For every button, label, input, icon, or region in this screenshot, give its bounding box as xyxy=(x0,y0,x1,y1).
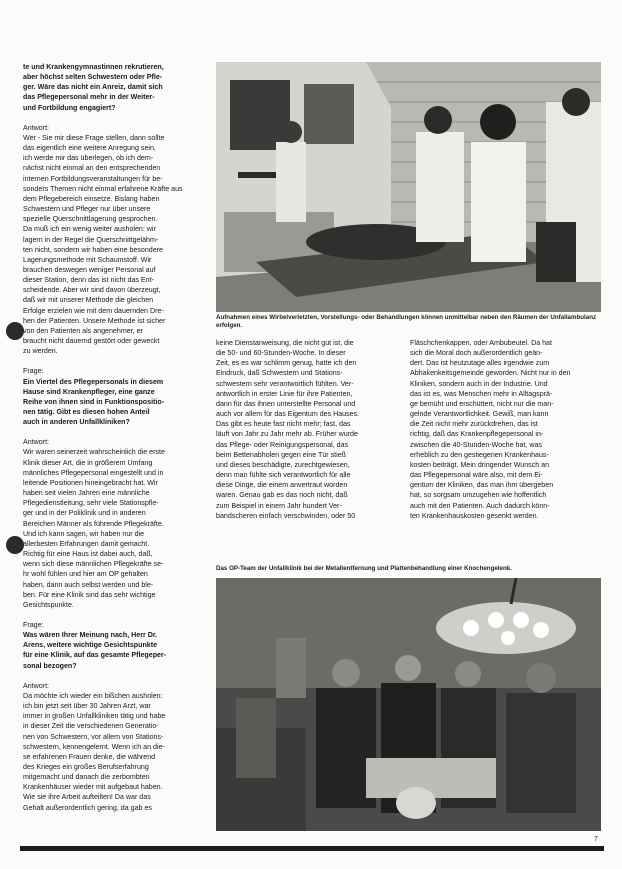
text-line: gentum der Kliniken, das man ihm übergeben xyxy=(410,481,554,490)
paragraph-gap xyxy=(23,113,205,123)
question-line: nen tätig. Gibt es diesen hohen Anteil xyxy=(23,408,150,416)
answer-line: nen von Schwestern, vor allem von Stations- xyxy=(23,732,164,741)
answer-line: Antwort: xyxy=(23,681,50,690)
top-photo-caption: Aufnahmen eines Wirbelverletzten, Vorstellungs- oder Behandlungen können unmittelbar neben den Räumen der Unfallambulanz erfolgen. xyxy=(216,314,597,329)
question-line: auch in anderen Unfallkliniken? xyxy=(23,418,130,427)
text-line: dann für das ihnen unterstellte Personal und xyxy=(216,399,356,408)
question-line: und Fortbildung engagiert? xyxy=(23,103,116,112)
text-line: und dieses beschädigte, zurechtgewiesen, xyxy=(216,460,350,469)
answer-line: hen der Patienten. Unsere Methode ist sicher xyxy=(23,316,166,325)
text-line: denn man fühlte sich verantwortlich für alle xyxy=(216,471,351,480)
answer-line: männliches Pflegepersonal eingestellt und in xyxy=(23,468,164,477)
paragraph-gap xyxy=(23,671,205,681)
answer-line: Da muß ich ein wenig weiter ausholen: wir xyxy=(23,225,156,234)
answer-line: Wer - Sie mir diese Frage stellen, dann sollte xyxy=(23,133,165,142)
answer-line: ich bin jetzt seit über 30 Jahren Arzt, war xyxy=(23,702,151,711)
answer-line: Antwort: xyxy=(23,123,50,132)
question-line: sonal bezogen? xyxy=(23,661,77,670)
left-interview-column xyxy=(23,62,205,813)
question-line: das Pflegepersonal mehr in der Weiter- xyxy=(23,93,155,102)
text-line: waren. Genau gab es das noch nicht, daß xyxy=(216,491,348,500)
page-number: 7 xyxy=(594,836,598,843)
ambulance-photo xyxy=(216,62,601,312)
text-line: auch vor allem für das Eigentum des Hauses. xyxy=(216,410,360,419)
text-line: erheblich zu den gestiegenen Krankenhaus- xyxy=(410,450,549,459)
text-line: Eindruck, daß Schwestern und Stations- xyxy=(216,369,343,378)
answer-line: internen Fortbildungsveranstaltungen für be- xyxy=(23,174,163,183)
text-line: ge bemüht und erschüttert, nicht nur die man- xyxy=(410,399,554,408)
question-line: Frage: xyxy=(23,367,44,376)
text-line: hat, so sorgsam umzugehen wie hoffentlich xyxy=(410,491,547,500)
answer-line: wenn sich diese männlichen Pflegekräfte se- xyxy=(23,560,164,569)
answer-line: nächst nicht einmal an den entsprechenden xyxy=(23,164,161,173)
answer-line: Richtig für eine Haus ist dabei auch, daß, xyxy=(23,550,153,559)
question-line: aber höchst selten Schwestern oder Pfle- xyxy=(23,73,163,82)
question-line: Hause sind Krankenpfleger, eine ganze xyxy=(23,387,155,396)
question-line: Arens, weitere wichtige Gesichtspunkte xyxy=(23,641,158,650)
answer-line: Erfolge erzielen wie mit dem dauernden Dre- xyxy=(23,306,164,315)
answer-line: Krankenhäuser wieder mit aufgebaut haben. xyxy=(23,783,163,792)
answer-line: ben. Für eine Klinik sind das sehr wichtige xyxy=(23,590,156,599)
text-line: keine Dienstanweisung, die nicht gut ist, die xyxy=(216,339,354,347)
answer-line: daß wir mit unserer Methode die gleichen xyxy=(23,296,154,305)
operating-room-photo xyxy=(216,578,601,831)
answer-line: allerbesten Erfahrungen damit gemacht. xyxy=(23,539,150,548)
text-line: dert. Das ist heutzutage alles irgendwie zum xyxy=(410,359,550,368)
text-line: das Pflegepersonal wäre also, mit dem Ei- xyxy=(410,471,543,480)
answer-line: haben seit vielen Jahren eine männliche xyxy=(23,489,150,498)
text-line: bandscheren einfach verschwinden, oder 50 xyxy=(216,511,356,520)
answer-line: haben, dann auch selbst werden und ble- xyxy=(23,580,154,589)
text-line: Kliniken, sondern auch in der Industrie. Und xyxy=(410,379,548,388)
text-line: zum Beispiel in einem Jahr hundert Ver- xyxy=(216,501,342,510)
answer-line: Wie sie ihre Arbeit aufteilten! Da war das xyxy=(23,793,151,802)
question-line: te und Krankengymnastinnen rekrutieren, xyxy=(23,63,164,71)
bottom-rule xyxy=(20,846,604,851)
text-line: antwortlich in erster Linie für ihre Patienten, xyxy=(216,389,353,398)
answer-line: lagern in der Regel die Querschnittgelähm- xyxy=(23,235,159,244)
text-line: richtig, daß das Krankenpflegepersonal in- xyxy=(410,430,544,439)
text-line: zwischen die 40-Stunden-Woche hat, was xyxy=(410,440,542,449)
answer-line: Schwestern und Pfleger nur über unsere xyxy=(23,205,151,214)
bottom-photo-caption: Das OP-Team der Unfallklinik bei der Metallentfernung und Plattenbehandlung einer Knochengelenk. xyxy=(216,565,512,572)
text-line: die 50- und 60-Stunden-Woche. In dieser xyxy=(216,349,346,358)
answer-line: dieser Station, denn das ist nicht das Ent- xyxy=(23,276,154,285)
question-line: Was wären Ihrer Meinung nach, Herr Dr. xyxy=(23,631,158,640)
question-line: Frage: xyxy=(23,620,44,629)
text-line: die Zeit nicht mehr zurückdrehen, das ist xyxy=(410,420,538,429)
text-line: das Pflege- oder Reinigungspersonal, das xyxy=(216,440,349,449)
question-line: für eine Klinik, auf das gesamte Pflegeper- xyxy=(23,651,167,660)
answer-line: immer in großen Unfallkliniken tätig und habe xyxy=(23,712,166,721)
answer-line: se erfahrenen Frauen denke, die während xyxy=(23,752,156,761)
operating-room-illustration xyxy=(216,578,601,831)
text-line: kosten beiträgt. Mein dringender Wunsch an xyxy=(410,460,550,469)
text-line: Das gibt es heute fast nicht mehr; fast, das xyxy=(216,420,351,429)
answer-line: hr wohl fühlen und hier am OP gehalten xyxy=(23,570,148,579)
answer-line: in dieser Zeit die verschiedenen Generatio- xyxy=(23,722,159,731)
text-line: das ist es, was Menschen mehr in Alltagsprä- xyxy=(410,389,553,398)
answer-line: Pflegedienstleitung, sehr viele Stationspfle- xyxy=(23,499,159,508)
answer-line: scheidende. Aber wir sind davon überzeugt, xyxy=(23,286,161,295)
question-line: Ein Viertel des Pflegepersonals in diesem xyxy=(23,377,164,386)
text-line: schwestern sehr verantwortlich fühlten. Ver- xyxy=(216,379,354,388)
answer-line: sonders Themen nicht einmal erfahrene Kräfte aus xyxy=(23,184,183,193)
binder-hole-top xyxy=(6,322,24,340)
text-line: beim Bettenabholen gegen eine Tür stieß xyxy=(216,450,347,459)
text-line: Fläschchenkappen, oder Ambubeutel. Da hat xyxy=(410,339,552,347)
answer-line: brauchen deswegen weniger Personal auf xyxy=(23,265,156,274)
answer-line: schwestern, kennengelernt. Wenn ich an die- xyxy=(23,742,165,751)
answer-line: Da möchte ich wieder ein bißchen ausholen: xyxy=(23,691,163,700)
answer-line: Und ich kann sagen, wir haben nur die xyxy=(23,529,145,538)
answer-line: Bereichen Männer als führende Pflegekräfte. xyxy=(23,519,164,528)
answer-line: zu werden. xyxy=(23,347,58,356)
answer-line: Gehalt außerordentlich gering, da gab es xyxy=(23,803,152,812)
text-line: läuft von Jahr zu Jahr mehr ab. Früher wurde xyxy=(216,430,358,439)
paragraph-gap xyxy=(23,356,205,366)
text-line: Zeit, es es war schlimm genug, hatte ich den xyxy=(216,359,357,368)
answer-line: spezielle Querschnittlagerung gesprochen. xyxy=(23,215,158,224)
text-line: ten Krankenhauskosten gesenkt werden. xyxy=(410,511,539,520)
answer-line: Klinik dieser Art, die in größerem Umfang xyxy=(23,458,153,467)
answer-line: von den Patienten als angenehmer, er xyxy=(23,326,143,335)
answer-line: Antwort: xyxy=(23,438,50,447)
question-line: ger. Wäre das nicht ein Anreiz, damit sich xyxy=(23,83,163,92)
answer-line: Lagerungsmethode mit Schaumstoff. Wir xyxy=(23,255,152,264)
middle-text-column xyxy=(216,338,398,521)
text-line: gelnde Verantwortlichkeit. Gewiß, man kann xyxy=(410,410,549,419)
answer-line: ich werde mir das überlegen, ob ich dem- xyxy=(23,154,154,163)
paragraph-gap xyxy=(23,610,205,620)
paragraph-gap xyxy=(23,427,205,437)
answer-line: mitgemacht und danach die zerbombten xyxy=(23,773,150,782)
right-text-column xyxy=(410,338,600,521)
question-line: Reihe von ihnen sind in Funktionspositio- xyxy=(23,397,165,406)
answer-line: des Krieges ein großes Berufserfahrung xyxy=(23,763,149,771)
ambulance-photo-illustration xyxy=(216,62,601,312)
text-line: auch mit den Patienten. Auch dadurch könn- xyxy=(410,501,550,510)
answer-line: ten nicht, sondern wir haben eine besondere xyxy=(23,245,164,254)
text-line: diese Dinge, die einem anvertraut worden xyxy=(216,481,348,490)
answer-line: Gesichtspunkte. xyxy=(23,600,74,609)
text-line: Abhakenkeitsgemeinde geworden. Nicht nur in den xyxy=(410,369,571,378)
answer-line: das eigentlich eine weitere Anregung sein, xyxy=(23,144,156,153)
answer-line: ger und in der Poliklinik und in anderen xyxy=(23,509,146,518)
answer-line: leitende Positionen hineingebracht hat. Wir xyxy=(23,478,158,487)
answer-line: Wir waren seinerzeit wahrscheinlich die erste xyxy=(23,448,165,457)
answer-line: braucht nicht dauernd gestört oder geweckt xyxy=(23,337,160,346)
answer-line: dem Pflegebereich einsetze. Bislang haben xyxy=(23,194,160,203)
binder-hole-bottom xyxy=(6,536,24,554)
text-line: sich die Moral doch außerordentlich geän- xyxy=(410,349,543,358)
